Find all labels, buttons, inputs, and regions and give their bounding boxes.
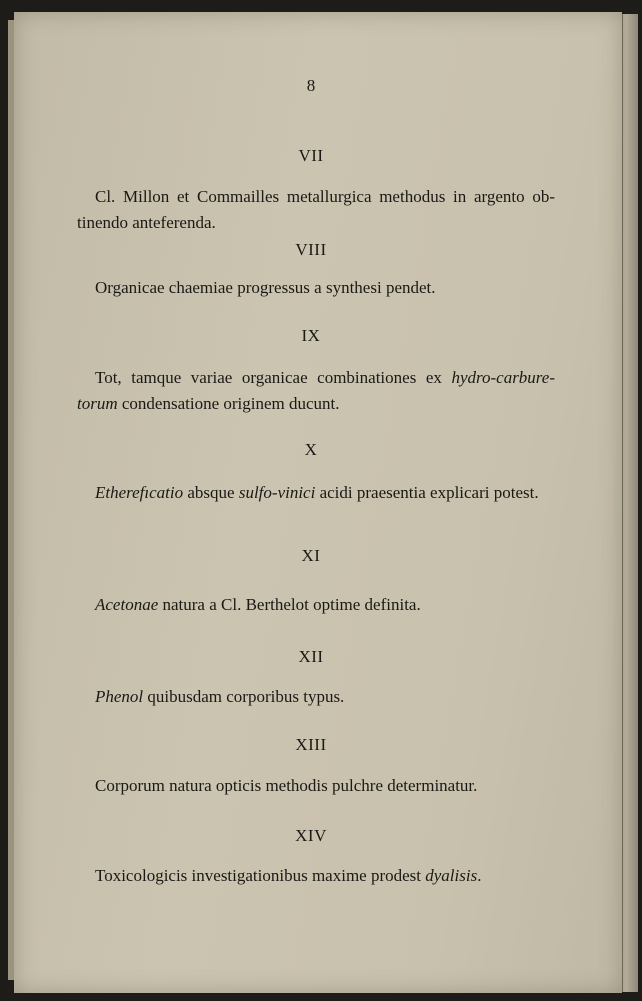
thesis-viii (77, 275, 555, 301)
thesis-numeral-vii: VII (298, 146, 324, 165)
thesis-ix (77, 365, 555, 417)
thesis-italic-text: torum (77, 394, 118, 413)
thesis-text: quibusdam corporibus typus. (143, 687, 345, 706)
thesis-line (77, 480, 555, 506)
thesis-xi (77, 592, 555, 618)
thesis-italic-text: hydro-carbure- (451, 368, 555, 387)
thesis-text: acidi praesentia explicari potest. (315, 483, 539, 502)
thesis-line: Organicae chaemiae progressus a synthesi pendet. (95, 278, 436, 297)
thesis-line (77, 684, 555, 710)
thesis-xiii (77, 773, 555, 799)
thesis-numeral-xi: XI (301, 546, 321, 565)
thesis-line: Cl. Millon et Commailles metallurgica methodus in argento ob- (95, 187, 555, 206)
thesis-numeral-xiii: XIII (295, 735, 327, 754)
thesis-italic-text: sulfo-vinici (238, 483, 316, 502)
thesis-numeral-ix: IX (301, 326, 321, 345)
thesis-text: condensatione originem ducunt. (117, 394, 340, 413)
thesis-text: absque (183, 483, 239, 502)
thesis-numeral-xii: XII (298, 647, 324, 666)
page-number: 8 (306, 76, 316, 95)
thesis-xii (77, 684, 555, 710)
thesis-line (77, 365, 555, 391)
thesis-text: natura a Cl. Berthelot optime definita. (158, 595, 421, 614)
thesis-italic-text: dyalisis (425, 866, 478, 885)
thesis-italic-text: Etherefıcatio (95, 483, 184, 502)
thesis-line (77, 863, 555, 889)
thesis-text: Tot, tamque variae organicae combinationes ex (95, 368, 452, 387)
thesis-line (77, 592, 555, 618)
thesis-italic-text: Acetonae (95, 595, 159, 614)
thesis-x (77, 480, 555, 506)
thesis-text: Toxicologicis investigationibus maxime prodest (95, 866, 426, 885)
thesis-vii (77, 184, 555, 236)
thesis-numeral-viii: VIII (295, 240, 327, 259)
thesis-line: Corporum natura opticis methodis pulchre determinatur. (95, 776, 478, 795)
thesis-line: tinendo anteferenda. (77, 213, 216, 232)
thesis-italic-text: Phenol (95, 687, 144, 706)
thesis-xiv (77, 863, 555, 889)
thesis-numeral-xiv: XIV (295, 826, 327, 845)
thesis-text: . (477, 866, 482, 885)
thesis-numeral-x: X (304, 440, 318, 459)
thesis-line (77, 391, 555, 417)
